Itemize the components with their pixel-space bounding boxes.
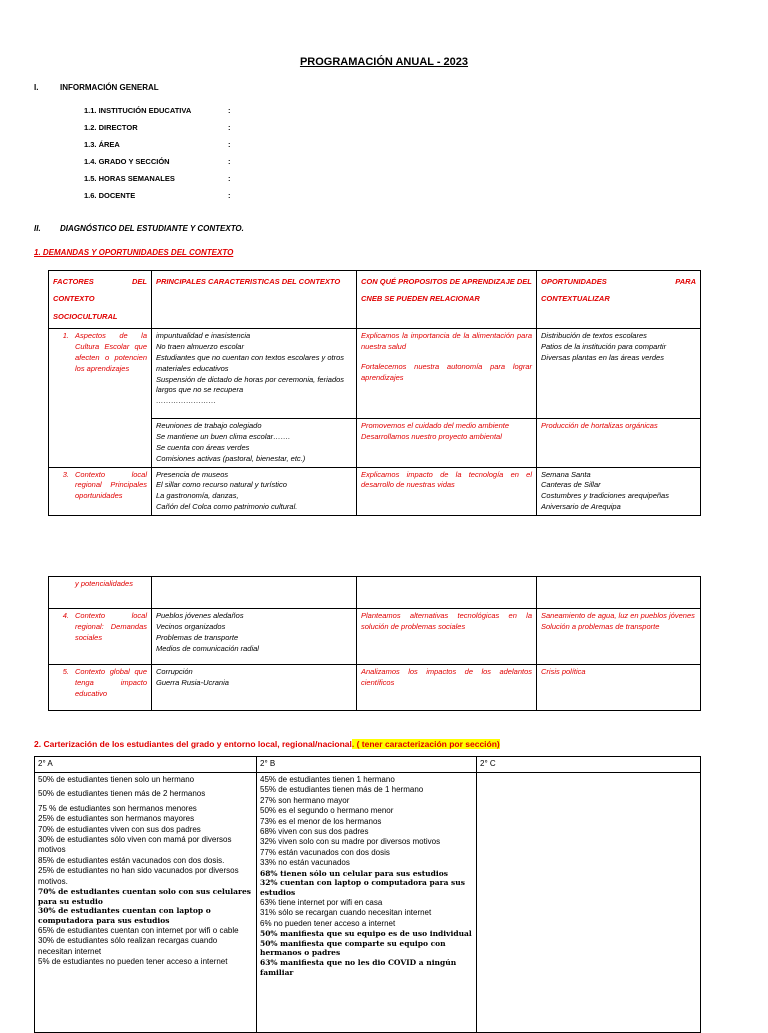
general-info-colon: : <box>228 106 231 115</box>
header-factores: FACTORES DEL CONTEXTO SOCIOCULTURAL <box>49 271 152 329</box>
factor-number: 4. <box>62 611 69 620</box>
caracteristicas-cell <box>152 665 357 711</box>
factor-cell <box>49 609 152 665</box>
characterization-line: 50% de estudiantes tienen solo un hermano <box>38 775 195 784</box>
propositos-cell <box>357 577 537 609</box>
general-info-label: 1.4. GRADO Y SECCIÓN <box>84 157 170 166</box>
characterization-line: 68% viven con sus dos padres <box>260 826 369 836</box>
propositos-cell <box>357 665 537 711</box>
characterization-line: 50% de estudiantes tienen más de 2 hermanos <box>38 789 206 799</box>
characterization-line: 33% no están vacunados <box>260 858 350 868</box>
demands-table-continued <box>48 576 701 711</box>
header-caracteristicas: PRINCIPALES CARACTERISTICAS DEL CONTEXTO <box>152 271 357 329</box>
page-title: PROGRAMACIÓN ANUAL - 2023 <box>299 56 469 68</box>
propositos-cell <box>357 609 537 665</box>
characterization-line: 65% de estudiantes cuentan con internet por wifi o cable <box>38 925 239 935</box>
cell-line: …………………… <box>156 396 216 406</box>
cell-line: Fortalecemos nuestra autonomía para lograr aprendizajes <box>361 361 532 382</box>
caracteristicas-cell <box>152 577 357 609</box>
cell-line: Reuniones de trabajo colegiado <box>156 421 262 430</box>
cell-line: Diversas plantas en las áreas verdes <box>541 352 664 362</box>
oportunidades-cell <box>537 609 701 665</box>
cell-line: Explicamos impacto de la tecnología en el desarrollo de nuestras vidas <box>361 469 532 490</box>
general-info-colon: : <box>228 157 231 166</box>
cell-line: El sillar como recurso natural y turístico <box>156 480 287 490</box>
factor-cell <box>49 665 152 711</box>
oportunidades-cell <box>537 577 701 609</box>
characterization-data-row <box>35 773 701 1033</box>
factor-label: Contexto local regional Principales oportunidades <box>75 469 147 501</box>
factor-label: Contexto global que tenga impacto educativo <box>75 667 147 698</box>
characterization-line: 31% sólo se recargan cuando necesitan internet <box>260 908 432 918</box>
characterization-line: 30% de estudiantes sólo viven con mamá por diversos motivos <box>38 834 232 855</box>
caracterizacion-highlight: . ( tener caracterización por sección) <box>351 739 500 749</box>
cell-line: Patios de la institución para compartir <box>541 341 667 351</box>
cell-line: Saneamiento de agua, luz en pueblos jóvenes <box>541 611 695 620</box>
propositos-cell <box>357 419 537 468</box>
cell-line: Pueblos jóvenes aledaños <box>156 611 244 620</box>
cell-line: Vecinos organizados <box>156 621 226 631</box>
characterization-line: 73% es el menor de los hermanos <box>260 816 382 826</box>
cell-line: Solución a problemas de transporte <box>541 621 660 631</box>
table-row <box>49 665 701 711</box>
characterization-line: 85% de estudiantes están vacunados con dos dosis. <box>38 855 225 865</box>
cell-line: Aniversario de Arequipa <box>541 502 621 512</box>
caracteristicas-cell <box>152 609 357 665</box>
table-row <box>49 467 701 516</box>
general-info-colon: : <box>228 174 231 183</box>
subsection-caracterizacion-title <box>34 739 500 749</box>
characterization-line: 50% manifiesta que comparte su equipo con hermanos o padres <box>260 938 446 958</box>
table-row <box>49 577 701 609</box>
header-oportunidades: OPORTUNIDADES PARA CONTEXTUALIZAR <box>537 271 701 329</box>
section-2b-cell <box>257 773 477 1033</box>
section-1-number: I. <box>34 83 39 92</box>
factor-cell <box>49 329 152 468</box>
characterization-line: 30% de estudiantes cuentan con laptop o computadora para sus estudios <box>38 906 211 926</box>
factor-label-continued: y potencialidades <box>75 579 133 588</box>
table-row <box>49 329 701 419</box>
general-info-label: 1.5. HORAS SEMANALES <box>84 174 175 183</box>
cell-line: Crisis política <box>541 667 586 676</box>
cell-line: No traen almuerzo escolar <box>156 341 244 351</box>
cell-line: Promovemos el cuidado del medio ambiente <box>361 421 509 430</box>
caracterizacion-text: 2. Carterización de los estudiantes del grado y entorno local, regional/nacional <box>34 739 352 749</box>
section-2c-cell <box>477 773 701 1033</box>
header-propositos: CON QUÉ PROPOSITOS DE APRENDIZAJE DEL CNEB SE PUEDEN RELACIONAR <box>357 271 537 329</box>
header-2b: 2° B <box>257 757 477 773</box>
caracteristicas-cell <box>152 419 357 468</box>
demands-table-header-row <box>49 271 701 329</box>
characterization-line: 50% es el segundo o hermano menor <box>260 806 394 816</box>
characterization-line: 75 % de estudiantes son hermanos menores <box>38 803 197 813</box>
header-2c: 2° C <box>477 757 701 773</box>
oportunidades-cell <box>537 467 701 516</box>
oportunidades-cell <box>537 329 701 419</box>
characterization-line: 70% de estudiantes cuentan solo con sus celulares para su estudio <box>38 886 251 906</box>
cell-line: impuntualidad e inasistencia <box>156 331 251 340</box>
characterization-line: 68% tienen sólo un celular para sus estudios <box>260 868 448 878</box>
header-2a: 2° A <box>35 757 257 773</box>
section-2-title: DIAGNÓSTICO DEL ESTUDIANTE Y CONTEXTO. <box>60 224 244 233</box>
general-info-colon: : <box>228 123 231 132</box>
characterization-line: 25% de estudiantes no han sido vacunados por diversos motivos. <box>38 866 239 886</box>
characterization-line: 30% de estudiantes sólo realizan recargas cuando necesitan internet <box>38 936 218 956</box>
cell-line: Guerra Rusia-Ucrania <box>156 677 229 687</box>
cell-line: Comisiones activas (pastoral, bienestar, etc.) <box>156 453 306 463</box>
cell-line: Canteras de Sillar <box>541 480 601 490</box>
characterization-line: 6% no pueden tener acceso a internet <box>260 918 396 928</box>
cell-line: Semana Santa <box>541 469 591 479</box>
factor-cell <box>49 577 152 609</box>
cell-line: Presencia de museos <box>156 469 229 479</box>
propositos-cell <box>357 329 537 419</box>
general-info-label: 1.2. DIRECTOR <box>84 123 138 132</box>
subsection-demandas-title: 1. DEMANDAS Y OPORTUNIDADES DEL CONTEXTO <box>34 248 234 257</box>
cell-line: Suspensión de dictado de horas por ceremonia, feriados largos que no se recupera <box>156 374 345 395</box>
characterization-line: 63% manifiesta que no les dio COVID a ningún familiar <box>260 958 457 977</box>
cell-line: Medios de comunicación radial <box>156 643 259 653</box>
factor-label: Contexto local regional: Demandas sociales <box>75 611 147 642</box>
section-2a-cell <box>35 773 257 1033</box>
characterization-table <box>34 756 701 1033</box>
cell-line: La gastronomía, danzas, <box>156 491 239 501</box>
factor-number: 5. <box>62 667 69 676</box>
propositos-cell <box>357 467 537 516</box>
characterization-line: 27% son hermano mayor <box>260 795 350 805</box>
general-info-colon: : <box>228 140 231 149</box>
factor-number: 3. <box>62 469 69 479</box>
factor-cell <box>49 467 152 516</box>
cell-line: Costumbres y tradiciones arequipeñas <box>541 491 669 501</box>
cell-line: Se mantiene un buen clima escolar……. <box>156 431 291 441</box>
characterization-line: 5% de estudiantes no pueden tener acceso a internet <box>38 957 228 967</box>
cell-line: Corrupción <box>156 667 193 676</box>
characterization-line: 63% tiene internet por wifi en casa <box>260 897 383 907</box>
cell-line: Explicamos la importancia de la alimentación para nuestra salud <box>361 331 532 351</box>
characterization-header-row <box>35 757 701 773</box>
table-row <box>49 609 701 665</box>
general-info-colon: : <box>228 191 231 200</box>
cell-line: Problemas de transporte <box>156 632 239 642</box>
caracteristicas-cell <box>152 467 357 516</box>
cell-line: Producción de hortalizas orgánicas <box>541 421 658 430</box>
characterization-line: 25% de estudiantes son hermanos mayores <box>38 814 195 824</box>
factor-number: 1. <box>62 331 69 340</box>
oportunidades-cell <box>537 665 701 711</box>
caracteristicas-cell <box>152 329 357 419</box>
cell-line: Se cuenta con áreas verdes <box>156 442 250 452</box>
cell-line: Distribución de textos escolares <box>541 331 647 340</box>
section-1-title: INFORMACIÓN GENERAL <box>60 83 159 92</box>
characterization-line: 45% de estudiantes tienen 1 hermano <box>260 775 395 784</box>
cell-line: Cañón del Colca como patrimonio cultural. <box>156 502 298 512</box>
section-2-number: II. <box>34 224 41 233</box>
cell-line: Estudiantes que no cuentan con textos escolares y otros materiales educativos <box>156 352 345 373</box>
characterization-line: 32% viven solo con su madre por diversos motivos <box>260 837 441 847</box>
characterization-line: 32% cuentan con laptop o computadora para sus estudios <box>260 878 465 898</box>
demands-table <box>48 270 701 516</box>
characterization-line: 55% de estudiantes tienen más de 1 hermano <box>260 785 424 795</box>
factor-label: Aspectos de la Cultura Escolar que afecten o potencien los aprendizajes <box>75 331 147 373</box>
general-info-label: 1.3. ÁREA <box>84 140 120 149</box>
cell-line: Analizamos los impactos de los adelantos científicos <box>361 667 532 687</box>
oportunidades-cell <box>537 419 701 468</box>
general-info-label: 1.6. DOCENTE <box>84 191 136 200</box>
characterization-line: 77% están vacunados con dos dosis <box>260 847 390 857</box>
characterization-line: 70% de estudiantes viven con sus dos padres <box>38 824 201 834</box>
cell-line: Desarrollamos nuestro proyecto ambiental <box>361 431 502 441</box>
general-info-label: 1.1. INSTITUCIÓN EDUCATIVA <box>84 106 192 115</box>
cell-line: Planteamos alternativas tecnológicas en la solución de problemas sociales <box>361 611 532 631</box>
characterization-line: 50% manifiesta que su equipo es de uso individual <box>260 928 472 938</box>
